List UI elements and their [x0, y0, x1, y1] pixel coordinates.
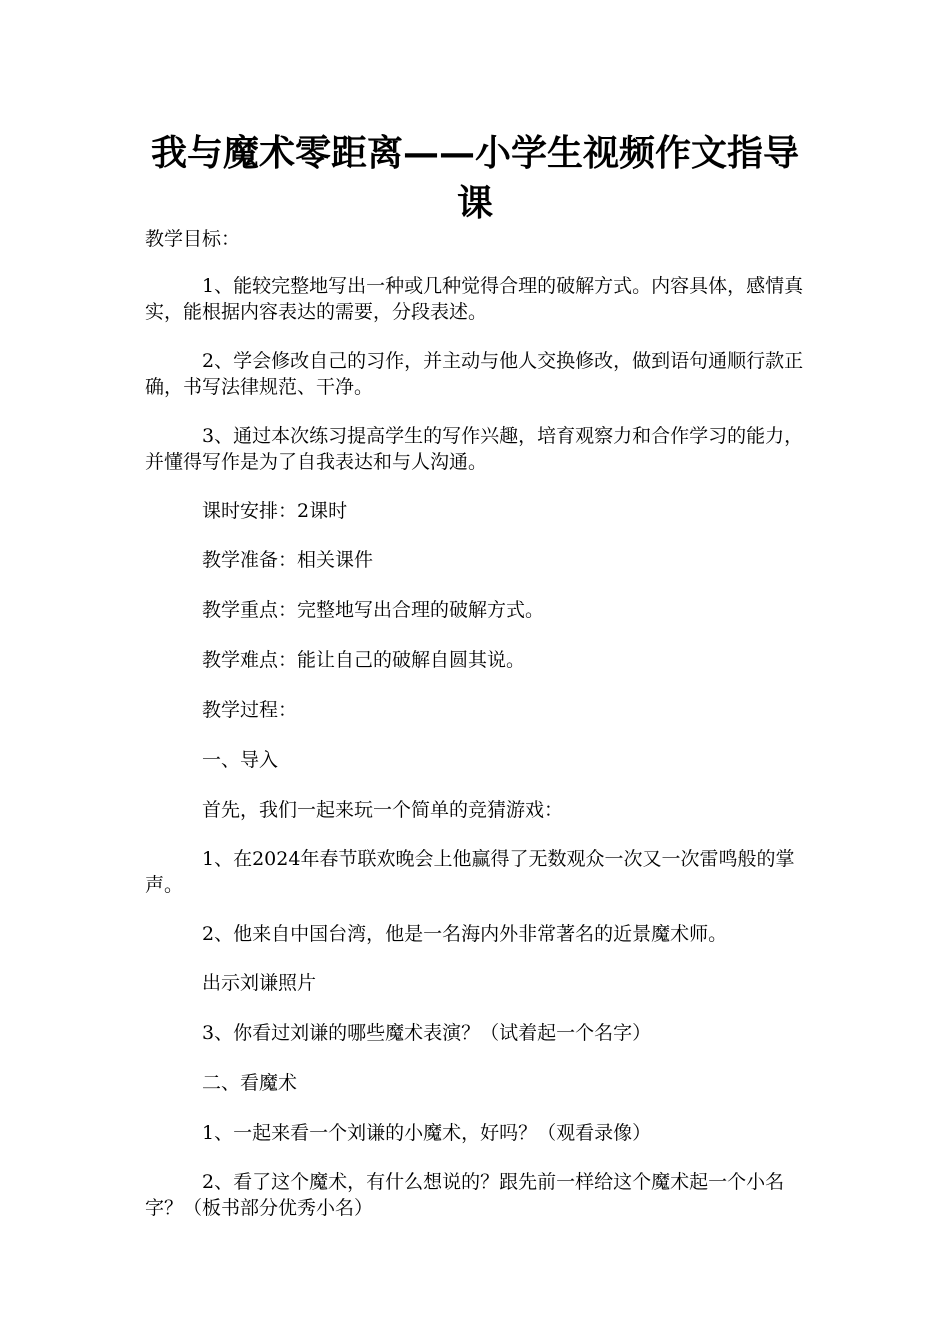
- clue-2: 2、他来自中国台湾，他是一名海内外非常著名的近景魔术师。: [202, 923, 728, 945]
- section-intro-heading: 一、导入: [202, 749, 279, 771]
- show-photo-note: 出示刘谦照片: [202, 972, 317, 994]
- guessing-game-text: 首先，我们一起来玩一个简单的竞猜游戏：: [202, 799, 564, 821]
- magic-step-2: 2、看了这个魔术，有什么想说的？跟先前一样给这个魔术起一个小名字？（板书部分优秀小名）: [145, 1171, 785, 1219]
- objective-2: 2、学会修改自己的习作，并主动与他人交换修改，做到语句通顺行款正确，书写法律规范、干净。: [145, 350, 804, 398]
- document-title: 我与魔术零距离——小学生视频作文指导课: [150, 132, 799, 224]
- question-3: 3、你看过刘谦的哪些魔术表演？（试着起一个名字）: [202, 1022, 652, 1044]
- section-magic-heading: 二、看魔术: [202, 1072, 298, 1094]
- clue-1: 1、在2024年春节联欢晚会上他赢得了无数观众一次又一次雷鸣般的掌声。: [145, 848, 795, 896]
- objective-3: 3、通过本次练习提高学生的写作兴趣，培育观察力和合作学习的能力，并懂得写作是为了自我表达和与人沟通。: [145, 425, 804, 473]
- objectives-heading: 教学目标：: [145, 228, 241, 250]
- magic-step-1: 1、一起来看一个刘谦的小魔术，好吗？（观看录像）: [202, 1122, 652, 1144]
- process-heading: 教学过程：: [202, 699, 298, 721]
- teaching-focus: 教学重点：完整地写出合理的破解方式。: [202, 599, 545, 621]
- objective-1: 1、能较完整地写出一种或几种觉得合理的破解方式。内容具体，感情真实，能根据内容表达的需要，分段表述。: [145, 275, 804, 323]
- lesson-schedule: 课时安排：2课时: [202, 500, 348, 522]
- teaching-difficulty: 教学难点：能让自己的破解自圆其说。: [202, 649, 526, 671]
- teaching-preparation: 教学准备：相关课件: [202, 549, 374, 571]
